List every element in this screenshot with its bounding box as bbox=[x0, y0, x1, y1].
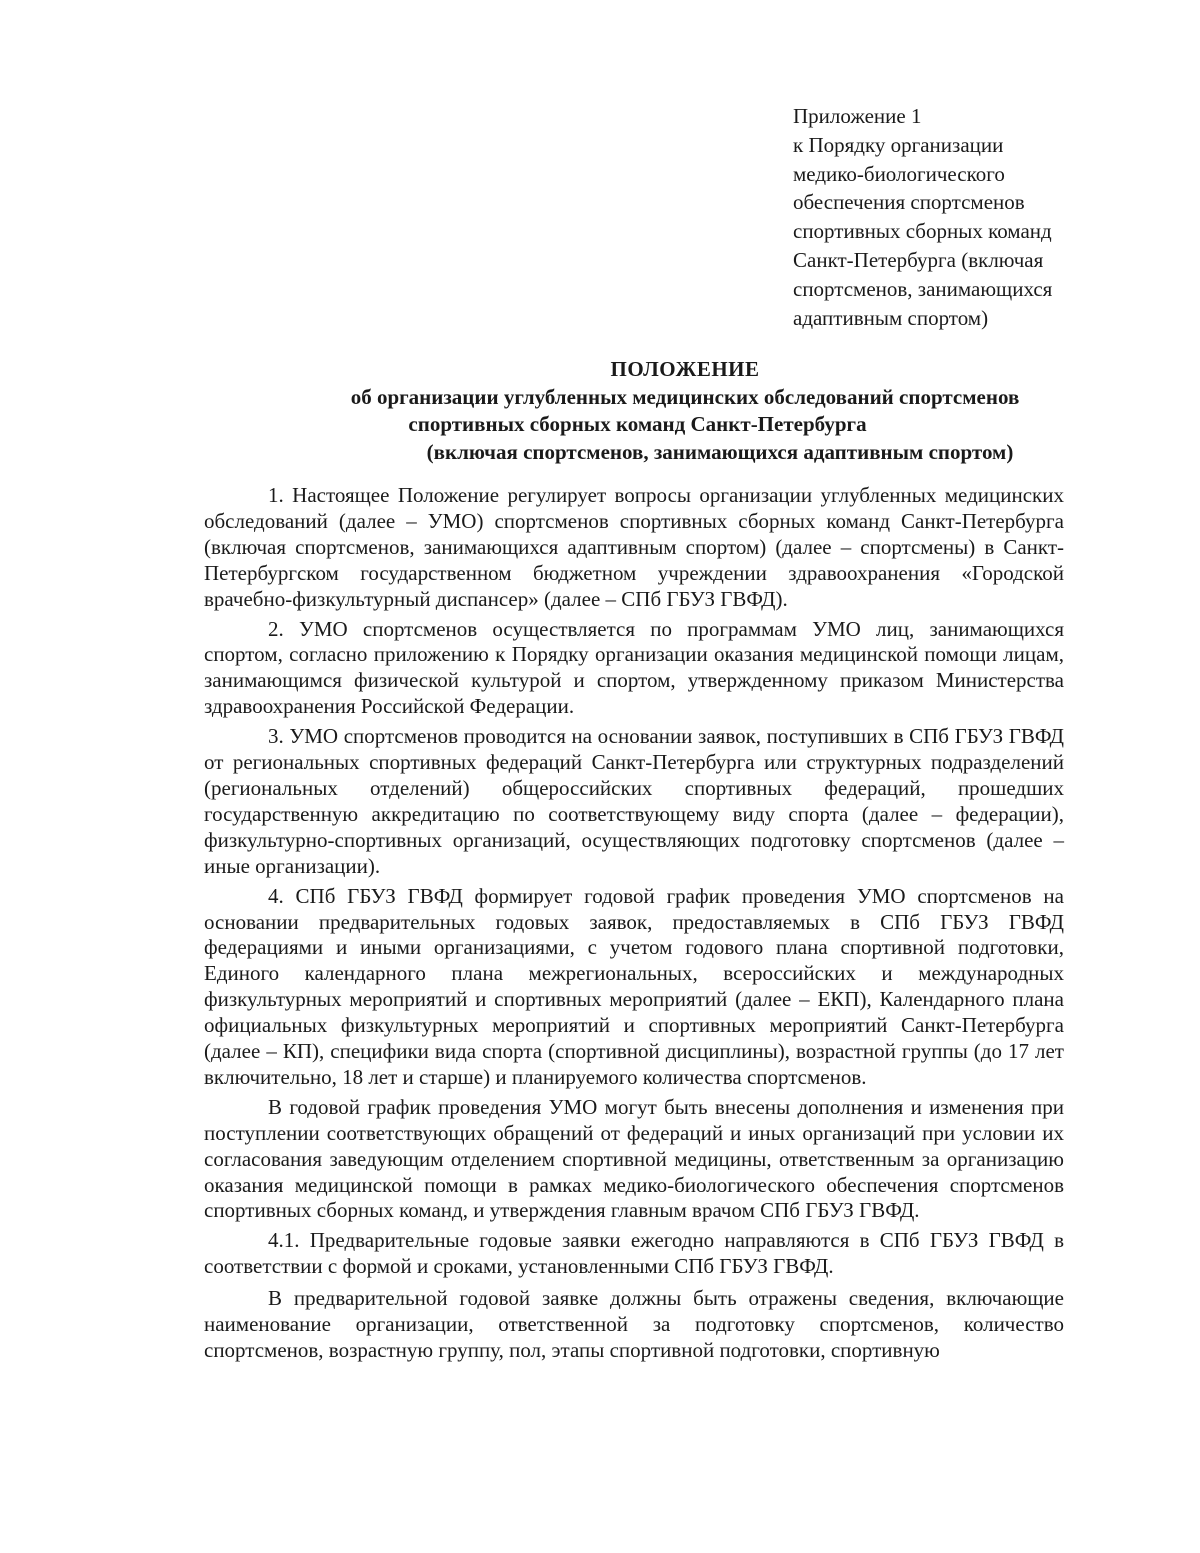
document-heading bbox=[200, 356, 1170, 466]
appendix-line: Санкт-Петербурга (включая bbox=[793, 247, 1044, 272]
paragraph: В годовой график проведения УМО могут быть внесены дополнения и изменения при поступлении соответствующих обращений от федераций и иных организаций при условии их согласования заведующим отделением спортивной медицины, ответственным за организацию оказания медицинской помощи в рамках медико-биологического обеспечения спортсменов спортивных сборных команд, и утверждения главным врачом СПб ГБУЗ ГВФД. bbox=[204, 1094, 1064, 1223]
appendix-note bbox=[793, 102, 1123, 332]
appendix-line: медико-биологического bbox=[793, 161, 1005, 186]
paragraph: 3. УМО спортсменов проводится на основании заявок, поступивших в СПб ГБУЗ ГВФД от региональных спортивных федераций Санкт-Петербурга или структурных подразделений (региональных отделений) общероссийских спортивных федераций, прошедших государственную аккредитацию по соответствующему виду спорта (далее – федерации), физкультурно-спортивных организаций, осуществляющих подготовку спортсменов (далее – иные организации). bbox=[204, 724, 1064, 878]
document-subtitle-line: (включая спортсменов, занимающихся адаптивным спортом) bbox=[426, 439, 1014, 464]
paragraph: 4. СПб ГБУЗ ГВФД формирует годовой график проведения УМО спортсменов на основании предварительных годовых заявок, предоставляемых в СПб ГБУЗ ГВФД федерациями и иными организациями, с учетом годового плана спортивной подготовки, Единого календарного плана межрегиональных, всероссийских и международных физкультурных мероприятий и спортивных мероприятий (далее – ЕКП), Календарного плана официальных физкультурных мероприятий и спортивных мероприятий Санкт-Петербурга (далее – КП), специфики вида спорта (спортивной дисциплины), возрастной группы (до 17 лет включительно, 18 лет и старше) и планируемого количества спортсменов. bbox=[204, 883, 1064, 1089]
appendix-line: Приложение 1 bbox=[793, 104, 922, 128]
document-title: ПОЛОЖЕНИЕ bbox=[610, 357, 760, 381]
appendix-line: спортсменов, занимающихся bbox=[793, 276, 1053, 301]
paragraph: 2. УМО спортсменов осуществляется по программам УМО лиц, занимающихся спортом, согласно приложению к Порядку организации оказания медицинской помощи лицам, занимающимся физической культурой и спортом, утвержденному приказом Министерства здравоохранения Российской Федерации. bbox=[204, 616, 1064, 719]
paragraph: 1. Настоящее Положение регулирует вопросы организации углубленных медицинских обследований (далее – УМО) спортсменов спортивных сборных команд Санкт-Петербурга (включая спортсменов, занимающихся адаптивным спортом) (далее – спортсмены) в Санкт-Петербургском государственном бюджетном учреждении здравоохранения «Городской врачебно-физкультурный диспансер» (далее – СПб ГБУЗ ГВФД). bbox=[204, 483, 1064, 611]
document-body bbox=[204, 483, 1064, 1364]
appendix-line: спортивных сборных команд bbox=[793, 219, 1052, 244]
appendix-line: к Порядку организации bbox=[793, 132, 1004, 157]
appendix-line: адаптивным спортом) bbox=[793, 305, 989, 330]
document-subtitle-line: спортивных сборных команд Санкт-Петербурга bbox=[408, 412, 867, 436]
document-subtitle-line: об организации углубленных медицинских обследований спортсменов bbox=[350, 384, 1020, 409]
paragraph: 4.1. Предварительные годовые заявки ежегодно направляются в СПб ГБУЗ ГВФД в соответствии с формой и сроками, установленными СПб ГБУЗ ГВФД. bbox=[204, 1228, 1064, 1279]
appendix-line: обеспечения спортсменов bbox=[793, 190, 1025, 215]
paragraph: В предварительной годовой заявке должны быть отражены сведения, включающие наименование организации, ответственной за подготовку спортсменов, количество спортсменов, возрастную группу, пол, этапы спортивной подготовки, спортивную bbox=[204, 1286, 1064, 1362]
